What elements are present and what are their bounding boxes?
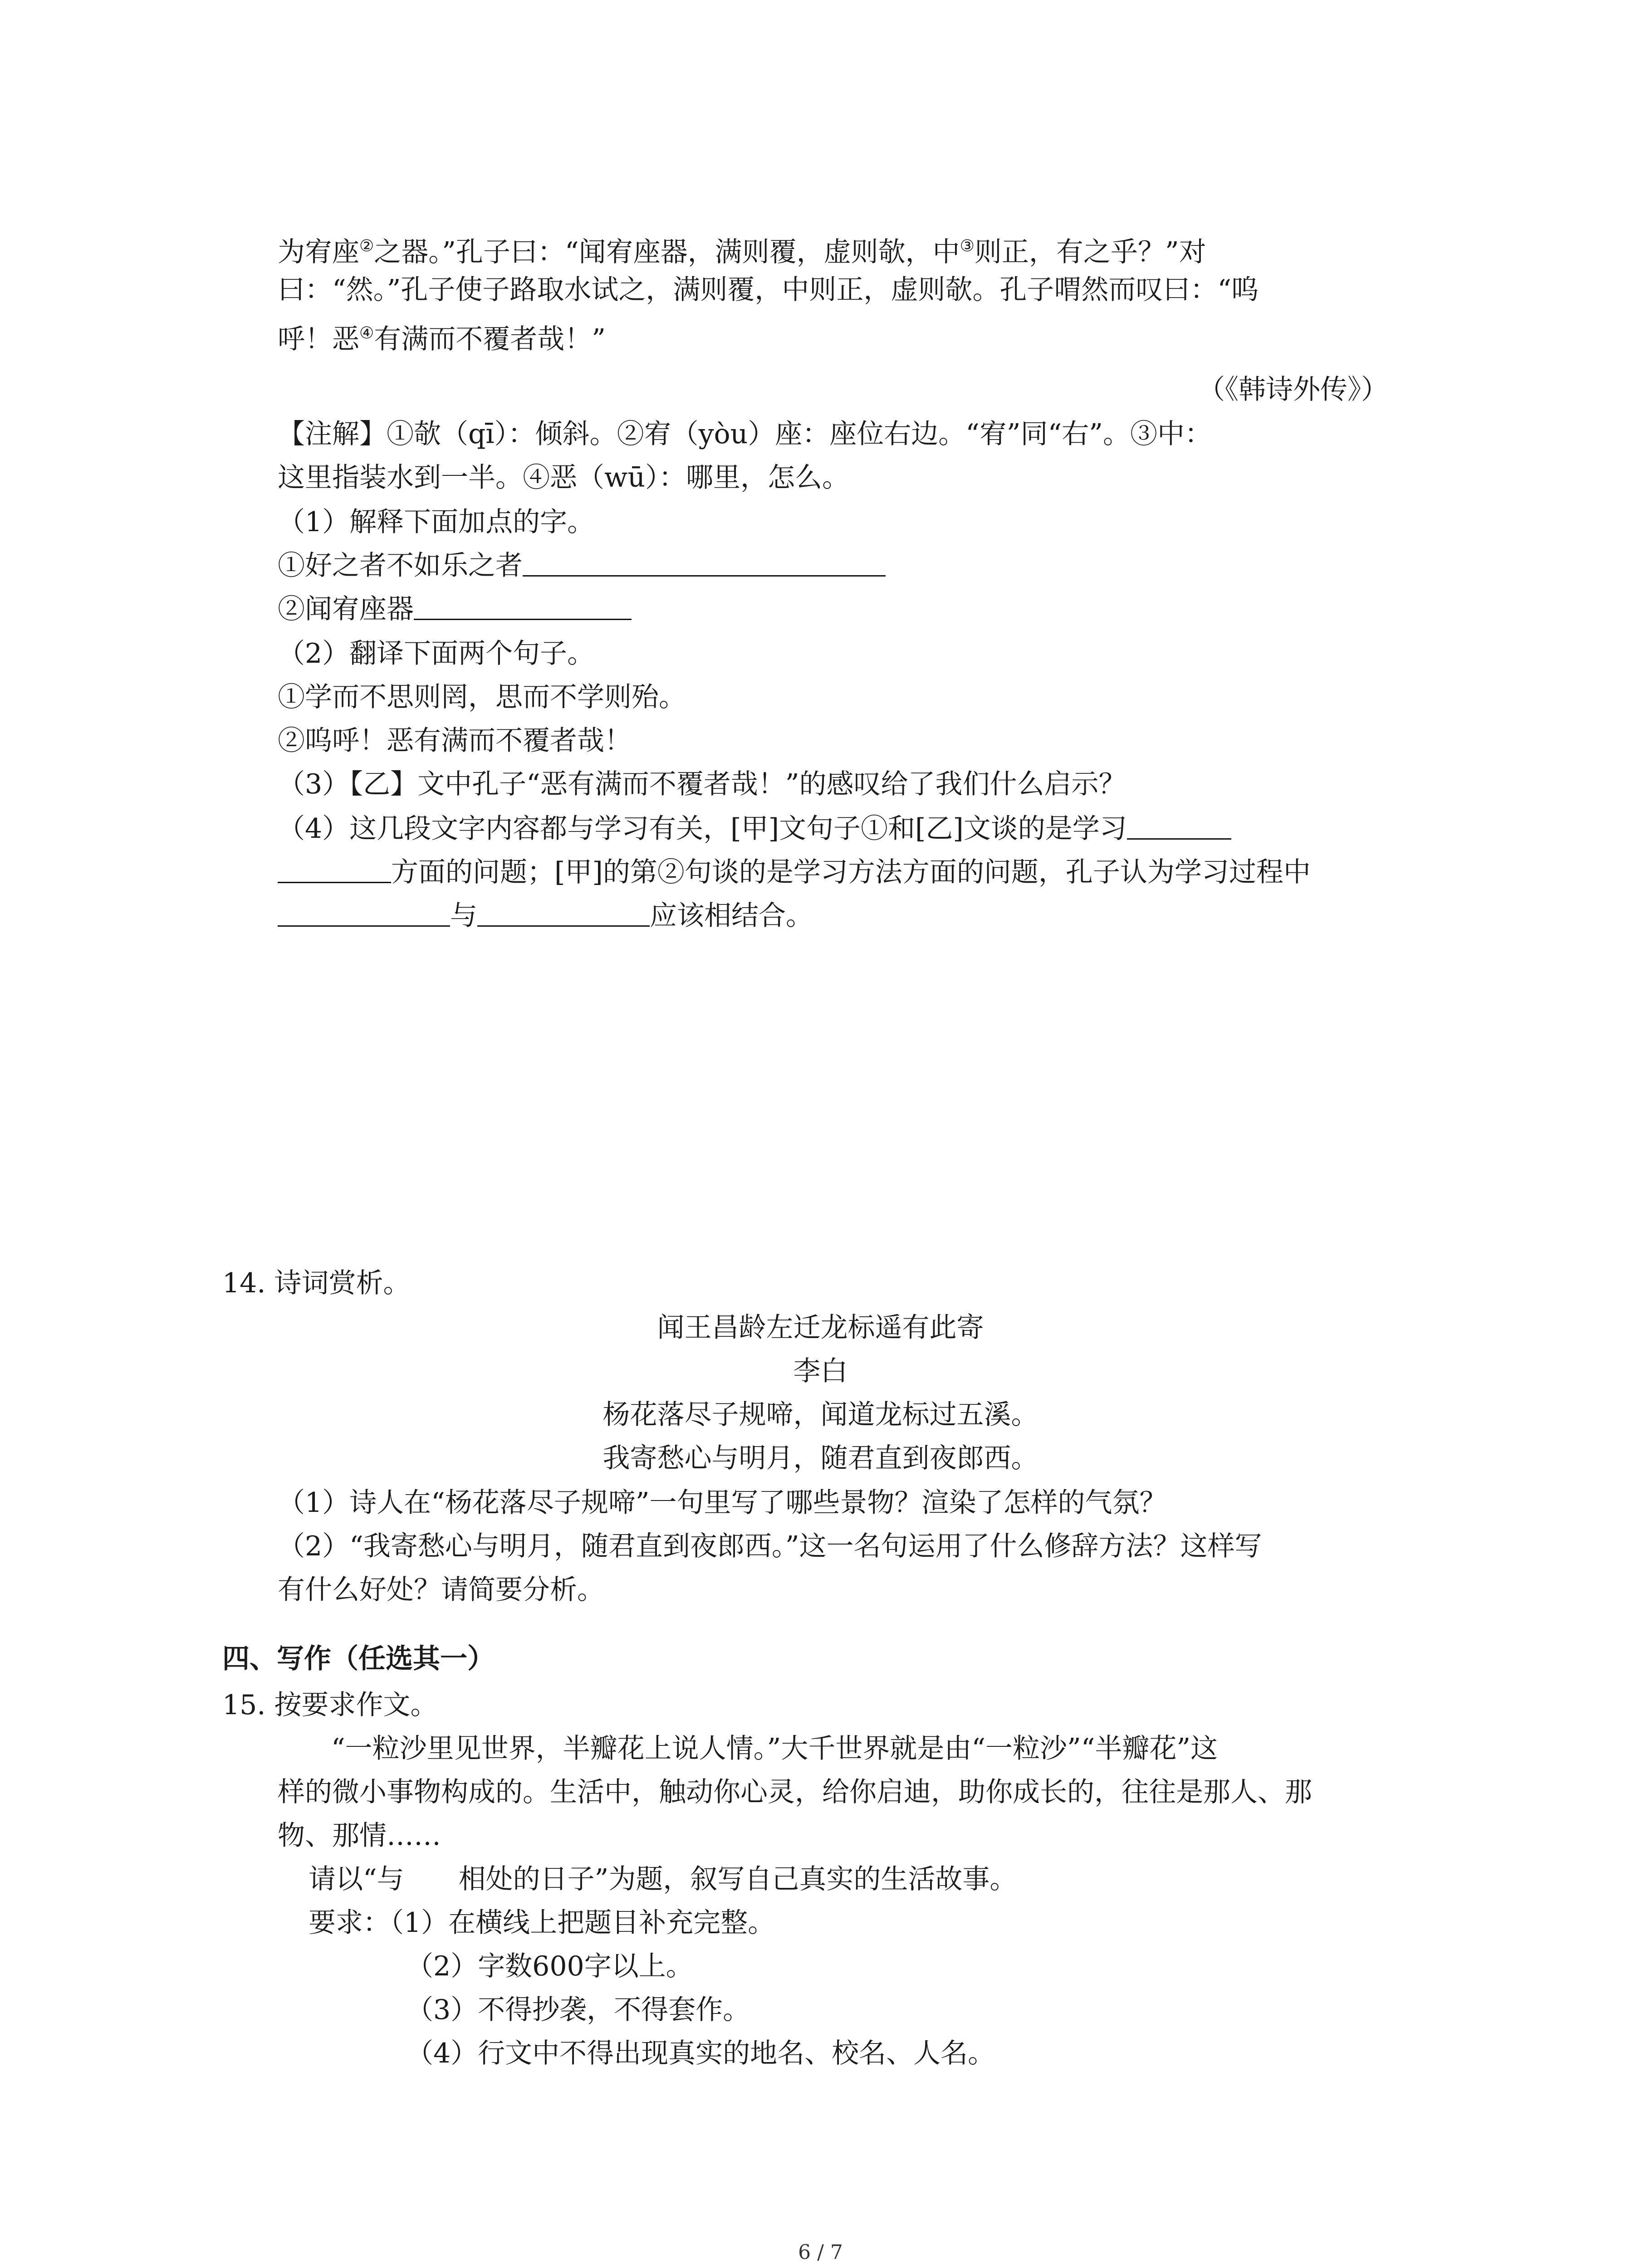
passage-text: 呼！恶 [278, 323, 359, 355]
passage-source: （《韩诗外传》） [1198, 374, 1388, 406]
passage-line-1 [278, 227, 1206, 272]
answer-blank[interactable] [477, 900, 650, 927]
q13-part1b [278, 590, 632, 629]
poem-line-2: 我寄愁心与明月，随君直到夜郎西。 [603, 1442, 1038, 1474]
q13-part4-text: 应该相结合。 [650, 900, 813, 932]
passage-text: 则正，有之乎？”对 [974, 236, 1206, 268]
q15-requirement-1: 要求：（1）在横线上把题目补充完整。 [309, 1907, 775, 1939]
passage-line-2: 曰：“然。”孔子使子路取水试之，满则覆，中则正，虚则欹。孔子喟然而叹曰：“呜 [278, 274, 1259, 306]
q13-part4-line3 [278, 896, 813, 935]
note-marker: ③ [960, 237, 975, 255]
q13-part2a: ①学而不思则罔，思而不学则殆。 [278, 681, 686, 713]
passage-text: 有满而不覆者哉！” [374, 323, 606, 355]
q13-part1a [278, 546, 886, 585]
q14-heading: 14. 诗词赏析。 [222, 1267, 411, 1299]
q15-line-1: “一粒沙里见世界，半瓣花上说人情。”大千世界就是由“一粒沙”“半瓣花”这 [331, 1733, 1218, 1765]
q15-heading: 15. 按要求作文。 [222, 1689, 438, 1721]
note-marker: ④ [359, 324, 374, 342]
poem-line-1: 杨花落尽子规啼，闻道龙标过五溪。 [603, 1399, 1038, 1431]
notes-line-2: 这里指装水到一半。④恶（wū）：哪里，怎么。 [278, 462, 849, 494]
poem-author: 李白 [793, 1355, 848, 1387]
answer-blank[interactable] [278, 900, 450, 927]
notes-line-1: 【注解】①欹（qī）：倾斜。②宥（yòu）座：座位右边。“宥”同“右”。③中： [278, 418, 1212, 450]
section-heading: 四、写作（任选其一） [222, 1643, 495, 1675]
answer-blank[interactable] [1127, 813, 1231, 840]
poem-title: 闻王昌龄左迁龙标遥有此寄 [657, 1312, 984, 1344]
q13-part2: （2）翻译下面两个句子。 [278, 638, 595, 670]
q15-requirement-2: （2）字数600字以上。 [406, 1950, 693, 1982]
answer-blank[interactable] [278, 856, 391, 883]
q14-part1: （1）诗人在“杨花落尽子规啼”一句里写了哪些景物？渲染了怎样的气氛？ [278, 1487, 1167, 1519]
page-number: 6 / 7 [798, 2241, 843, 2264]
q14-part2-line2: 有什么好处？请简要分析。 [278, 1574, 604, 1606]
passage-text: 为宥座 [278, 236, 359, 268]
passage-line-3 [278, 314, 606, 359]
answer-blank[interactable] [523, 550, 886, 577]
q15-requirement-4: （4）行文中不得出现真实的地名、校名、人名。 [406, 2038, 995, 2069]
passage-text: 之器。”孔子曰：“闻宥座器，满则覆，虚则欹，中 [374, 236, 960, 268]
q15-line-3: 物、那情…… [278, 1820, 441, 1852]
note-marker: ② [359, 237, 374, 255]
q15-requirement-3: （3）不得抄袭，不得套作。 [406, 1994, 750, 2026]
q13-part4-line2 [278, 853, 1311, 892]
q13-part1b-text: ②闻宥座器 [278, 593, 414, 625]
answer-blank[interactable] [414, 593, 632, 620]
q13-part1a-text: ①好之者不如乐之者 [278, 550, 523, 582]
q13-part2b: ②呜呼！恶有满而不覆者哉！ [278, 725, 632, 757]
q13-part4-text: （4）这几段文字内容都与学习有关，[甲]文句子①和[乙]文谈的是学习 [278, 813, 1127, 845]
q13-part4-text: 与 [450, 900, 477, 932]
q13-part1: （1）解释下面加点的字。 [278, 506, 595, 538]
q13-part4-line1 [278, 809, 1231, 848]
q15-line-2: 样的微小事物构成的。生活中，触动你心灵，给你启迪，助你成长的，往往是那人、那 [278, 1776, 1312, 1808]
q13-part4-text: 方面的问题；[甲]的第②句谈的是学习方法方面的问题，孔子认为学习过程中 [391, 856, 1311, 888]
q15-prompt: 请以“与 相处的日子”为题，叙写自己真实的生活故事。 [309, 1863, 1017, 1895]
q14-part2-line1: （2）“我寄愁心与明月，随君直到夜郎西。”这一名句运用了什么修辞方法？这样写 [278, 1530, 1262, 1562]
q13-part3: （3）【乙】文中孔子“恶有满而不覆者哉！”的感叹给了我们什么启示？ [278, 768, 1126, 800]
